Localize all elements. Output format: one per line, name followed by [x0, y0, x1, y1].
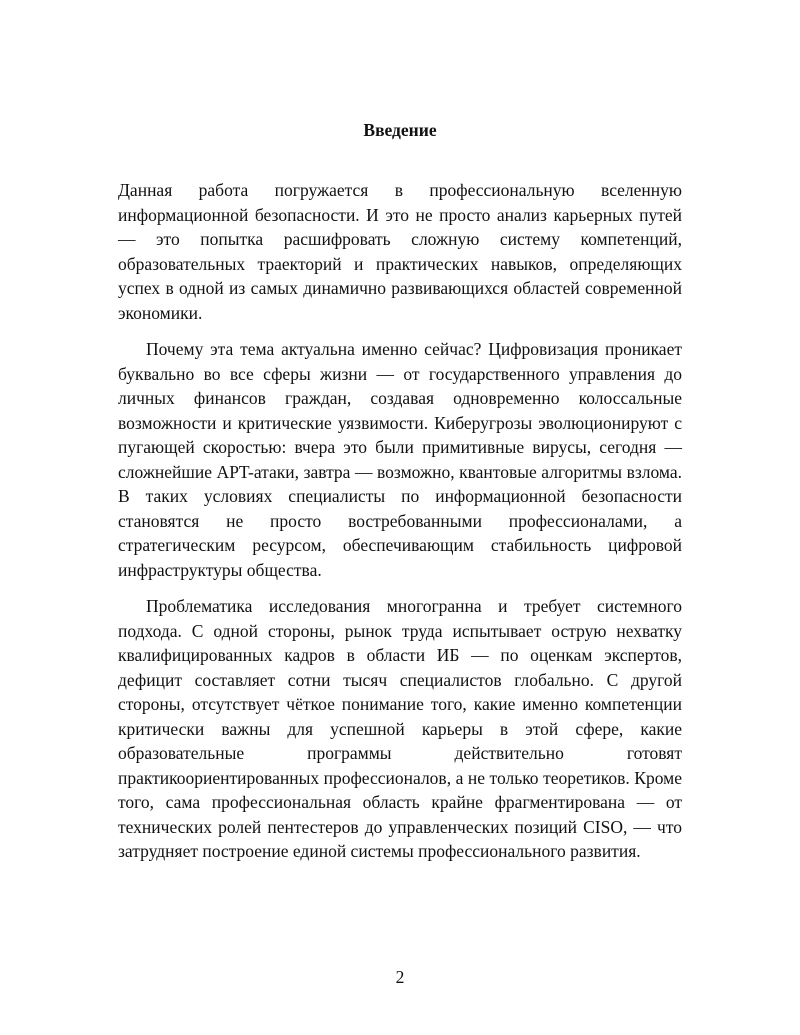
page-number: 2 [395, 967, 405, 987]
section-title: Введение [363, 120, 437, 140]
paragraph-intro: Данная работа погружается в профессиональную вселенную информационной безопасности. И это не просто анализ карьерных путей — это попытка расшифровать сложную систему компетенций, образовательных траекторий и практических навыков, определяющих успех в одной из самых динамично развивающихся областей современной экономики. [118, 180, 682, 323]
paragraph-relevance: Почему эта тема актуальна именно сейчас? Цифровизация проникает буквально во все сферы жизни — от государственного управления до личных финансов граждан, создавая одновременно колоссальные возможности и критические уязвимости. Киберугрозы эволюционируют с пугающей скоростью: вчера это были примитивные вирусы, сегодня — сложнейшие APT-атаки, завтра — возможно, квантовые алгоритмы взлома. В таких условиях специалисты по информационной безопасности становятся не просто востребованными профессионалами, а стратегическим ресурсом, обеспечивающим стабильность цифровой инфраструктуры общества. [118, 339, 682, 580]
body-text [118, 178, 682, 864]
paragraph-problem: Проблематика исследования многогранна и требует системного подхода. С одной стороны, рынок труда испытывает острую нехватку квалифицированных кадров в области ИБ — по оценкам экспертов, дефицит составляет сотни тысяч специалистов глобально. С другой стороны, отсутствует чёткое понимание того, какие именно компетенции критически важны для успешной карьеры в этой сфере, какие образовательные программы действительно готовят практикоориентированных профессионалов, а не только теоретиков. Кроме того, сама профессиональная область крайне фрагментирована — от технических ролей пентестеров до управленческих позиций CISO, — что затрудняет построение единой системы профессионального развития. [118, 596, 682, 861]
